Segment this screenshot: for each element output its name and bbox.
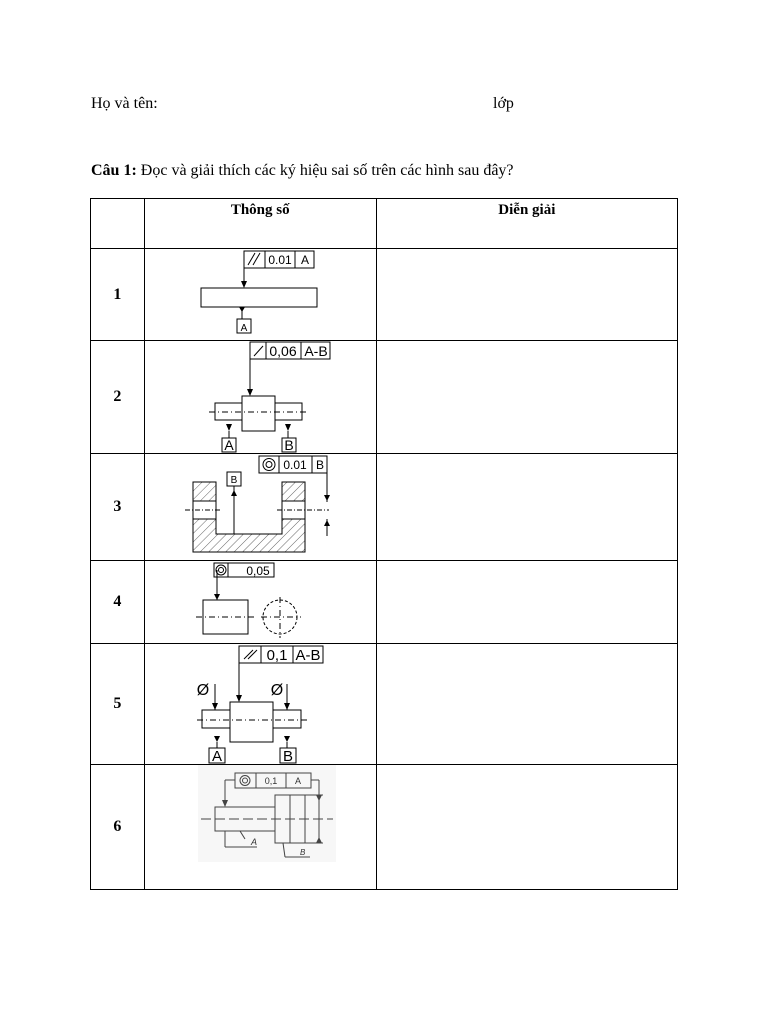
- explanation-cell[interactable]: [376, 644, 677, 765]
- question: [91, 162, 514, 180]
- datum-label-a: A: [211, 748, 222, 764]
- table-row: [91, 249, 678, 341]
- table-row: [91, 454, 678, 561]
- datum-label-b: B: [282, 748, 293, 764]
- tolerance-value: 0,1: [264, 776, 277, 786]
- tolerance-value: 0,1: [266, 647, 288, 664]
- tolerance-value: 0,06: [269, 343, 297, 359]
- table-row: [91, 341, 678, 454]
- datum-label-a: A: [224, 437, 234, 453]
- row-number: 4: [91, 561, 145, 644]
- datum-label-b: B: [284, 437, 294, 453]
- figure-cell: [144, 644, 376, 765]
- row-number: 2: [91, 341, 145, 454]
- diameter-symbol-right: Ø: [270, 682, 283, 699]
- tolerance-value: 0,05: [246, 564, 270, 578]
- figure-1-parallelism: [145, 249, 376, 340]
- diameter-symbol-left: Ø: [196, 682, 209, 699]
- row-number: 5: [91, 644, 145, 765]
- explanation-cell[interactable]: [376, 249, 677, 341]
- table-row: [91, 644, 678, 765]
- row-number: 1: [91, 249, 145, 341]
- datum-ref: A: [294, 776, 301, 786]
- figure-4-coaxiality: [145, 561, 376, 643]
- figure-3-concentricity: [145, 454, 376, 560]
- question-number: Câu 1:: [91, 162, 137, 179]
- col-header-parameter: Thông số: [144, 199, 376, 249]
- datum-ref: B: [315, 458, 324, 472]
- figure-cell: [144, 341, 376, 454]
- explanation-cell[interactable]: [376, 341, 677, 454]
- datum-ref: A-B: [295, 647, 321, 664]
- figure-6-concentricity: [145, 765, 376, 875]
- table-header-row: [91, 199, 678, 249]
- datum-label: A: [240, 323, 248, 334]
- datum-label-b: B: [230, 475, 238, 486]
- tolerance-value: 0.01: [283, 458, 307, 472]
- figure-cell: [144, 561, 376, 644]
- name-label: Họ và tên:: [91, 95, 158, 112]
- table-row: [91, 561, 678, 644]
- datum-label-a: A: [250, 837, 257, 847]
- explanation-cell[interactable]: [376, 765, 677, 890]
- table-row: [91, 765, 678, 890]
- tolerance-value: 0.01: [268, 253, 292, 267]
- figure-2-runout: [145, 341, 376, 453]
- datum-label-b: B: [299, 848, 306, 857]
- row-number: 3: [91, 454, 145, 561]
- col-header-number: [91, 199, 145, 249]
- class-label: lớp: [493, 95, 514, 112]
- tolerance-table: [90, 198, 678, 890]
- explanation-cell[interactable]: [376, 454, 677, 561]
- figure-cell: [144, 765, 376, 890]
- figure-cell: [144, 454, 376, 561]
- figure-cell: [144, 249, 376, 341]
- datum-ref: A-B: [304, 343, 328, 359]
- col-header-explanation: Diễn giải: [376, 199, 677, 249]
- question-text: Đọc và giải thích các ký hiệu sai số trên các hình sau đây?: [140, 162, 514, 179]
- figure-5-runout: [145, 644, 376, 764]
- row-number: 6: [91, 765, 145, 890]
- datum-ref: A: [300, 253, 309, 267]
- explanation-cell[interactable]: [376, 561, 677, 644]
